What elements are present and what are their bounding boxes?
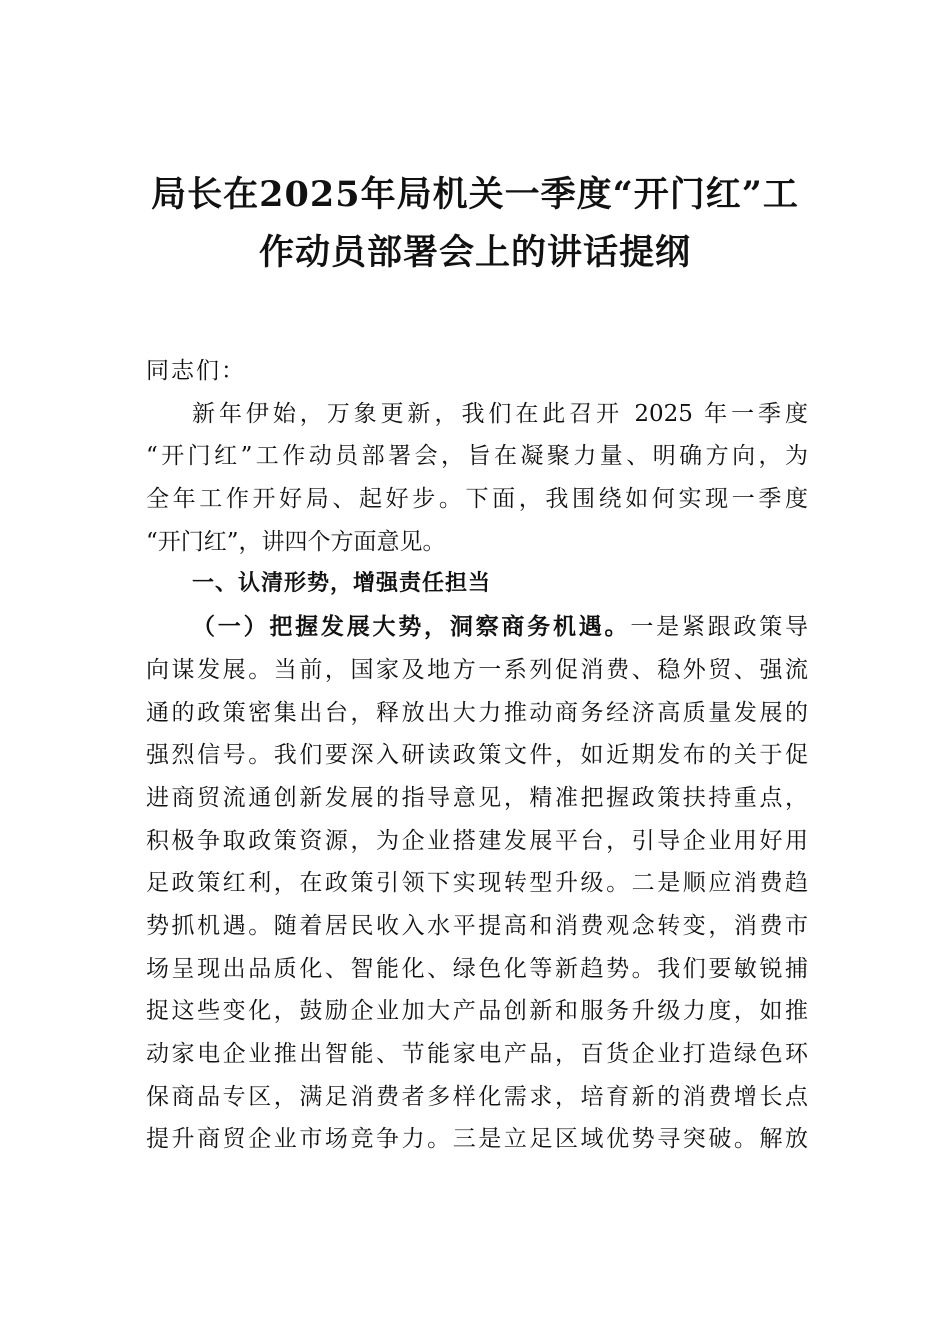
body-line: 积极争取政策资源，为企业搭建发展平台，引导企业用好用 <box>146 827 808 854</box>
intro-line-1: 新年伊始，万象更新，我们在此召开 2025 年一季度 <box>192 400 808 427</box>
title-line-1: 局长在2025年局机关一季度“开门红”工 <box>151 174 799 215</box>
subsection-first-rest: 一是紧跟政策导 <box>630 614 809 641</box>
intro-line-3: 全年工作开好局、起好步。下面，我围绕如何实现一季度 <box>146 486 808 513</box>
document-body <box>146 350 808 1161</box>
body-line: 提升商贸企业市场竞争力。三是立足区域优势寻突破。解放 <box>146 1126 808 1153</box>
body-line: 保商品专区，满足消费者多样化需求，培育新的消费增长点 <box>146 1083 808 1110</box>
body-line: 通的政策密集出台，释放出大力推动商务经济高质量发展的 <box>146 699 808 726</box>
subsection-title: （一）把握发展大势，洞察商务机遇。 <box>192 613 631 641</box>
body-line: 向谋发展。当前，国家及地方一系列促消费、稳外贸、强流 <box>146 656 808 683</box>
body-line: 势抓机遇。随着居民收入水平提高和消费观念转变，消费市 <box>146 912 808 939</box>
subsection-first-line <box>146 606 808 649</box>
body-line: 捉这些变化，鼓励企业加大产品创新和服务升级力度，如推 <box>146 998 808 1025</box>
intro-line-2: “开门红”工作动员部署会，旨在凝聚力量、明确方向，为 <box>146 443 808 470</box>
body-line: 动家电企业推出智能、节能家电产品，百货企业打造绿色环 <box>146 1041 808 1067</box>
title-line-2: 作动员部署会上的讲话提纲 <box>258 232 691 273</box>
section-heading: 一、认清形势，增强责任担当 <box>192 571 492 597</box>
document-title <box>100 166 850 282</box>
body-line: 进商贸流通创新发展的指导意见，精准把握政策扶持重点， <box>146 784 808 811</box>
body-line: 强烈信号。我们要深入研读政策文件，如近期发布的关于促 <box>146 742 808 769</box>
body-line: 足政策红利，在政策引领下实现转型升级。二是顺应消费趋 <box>146 870 808 897</box>
body-line: 场呈现出品质化、智能化、绿色化等新趋势。我们要敏锐捕 <box>146 955 808 982</box>
intro-line-4: “开门红”，讲四个方面意见。 <box>146 528 446 555</box>
salutation: 同志们： <box>146 358 246 384</box>
